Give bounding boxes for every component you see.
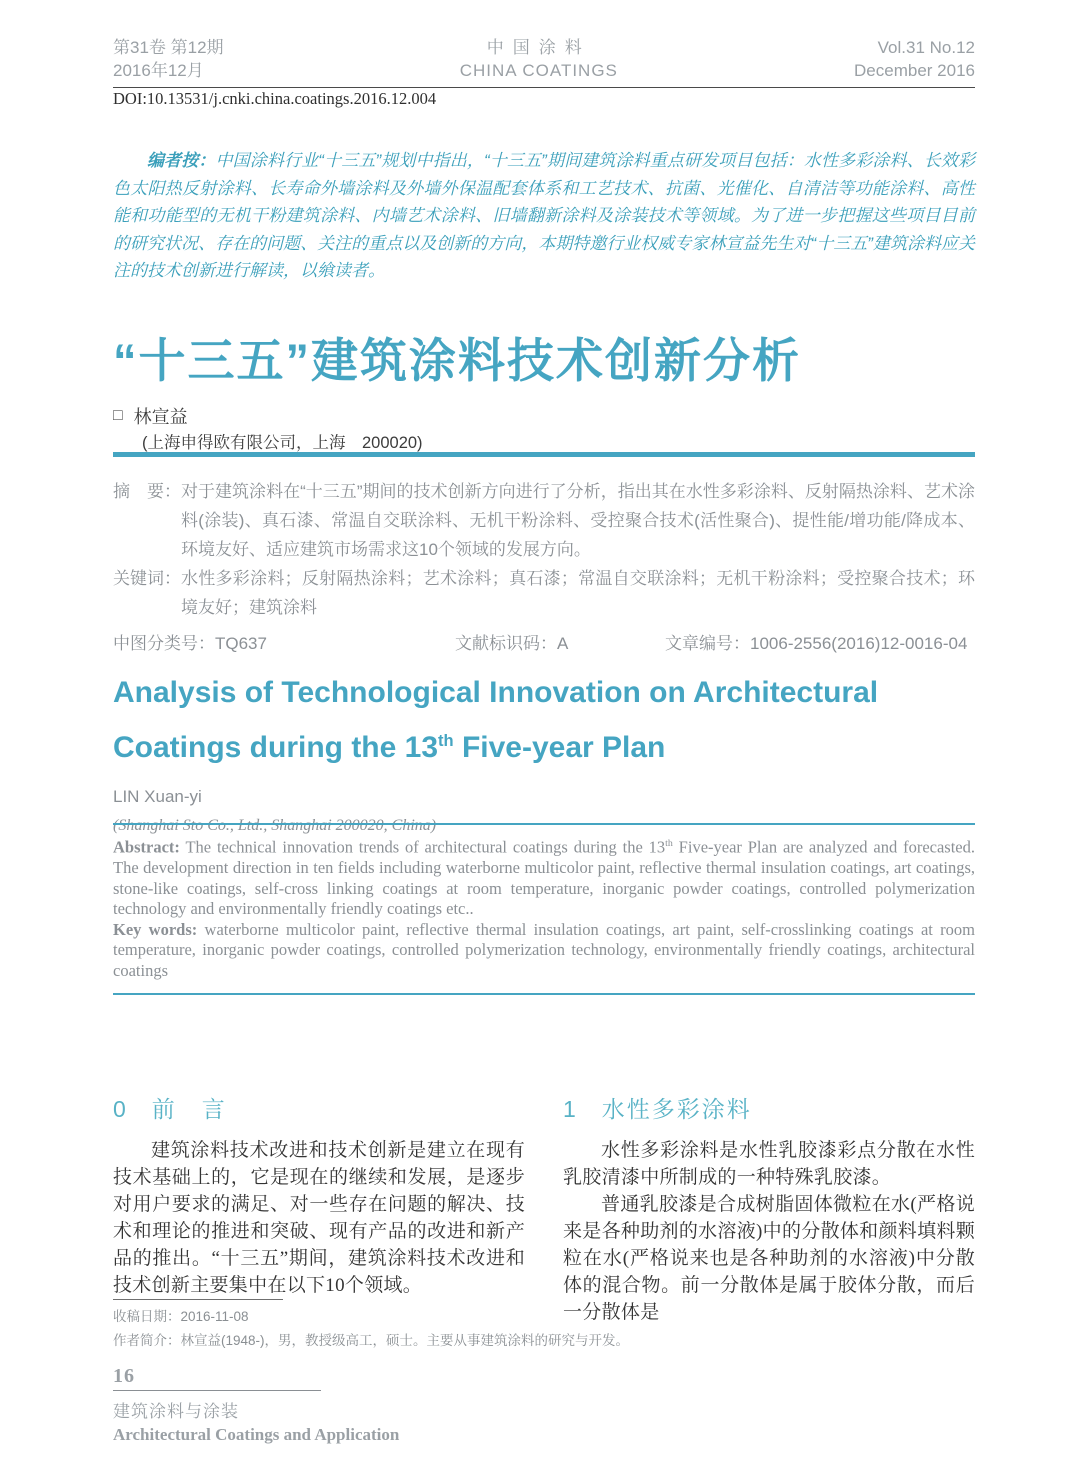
keywords-text: 水性多彩涂料；反射隔热涂料；艺术涂料；真石漆；常温自交联涂料；无机干粉涂料；受控聚合技术；环境友好；建筑涂料 bbox=[181, 569, 975, 617]
section-heading-1 bbox=[563, 1094, 975, 1124]
column-right bbox=[563, 1094, 975, 1326]
date-en: December 2016 bbox=[854, 61, 975, 80]
title-en-part1: Analysis of Technological Innovation on Architectural Coatings during the 13 bbox=[113, 676, 879, 764]
keywords-en-paragraph bbox=[113, 920, 975, 982]
article-title-cn: “十三五”建筑涂料技术创新分析 bbox=[113, 334, 801, 387]
abstract-en-box bbox=[113, 823, 975, 995]
journal-title-en: CHINA COATINGS bbox=[459, 61, 618, 80]
title-en-part2: Five-year Plan bbox=[453, 731, 666, 764]
author-name-cn: 林宣益 bbox=[133, 407, 188, 427]
footnote-block bbox=[113, 1299, 975, 1353]
title-en-superscript: th bbox=[438, 732, 454, 750]
journal-title-cn: 中国涂料 bbox=[486, 38, 591, 57]
abstract-en-part2: Five-year Plan are analyzed and forecasted. The development direction in ten fields including waterborne multicolor paint, reflective thermal insulation coatings, art coatings, stone-like coatings, self-cross linking coatings at room temperature, inorganic powder coatings, controlled polymerization technology and environmentally friendly coatings etc.. bbox=[113, 837, 975, 919]
body-columns bbox=[113, 1094, 975, 1326]
header-right bbox=[854, 36, 975, 82]
keywords-row bbox=[113, 564, 975, 622]
abstract-en-label: Abstract: bbox=[113, 837, 180, 857]
vol-no-en: Vol.31 No.12 bbox=[877, 38, 975, 57]
section-heading-0 bbox=[113, 1094, 525, 1124]
article-id: 文章编号：1006-2556(2016)12-0016-04 bbox=[665, 634, 968, 653]
abstract-label: 摘 要： bbox=[113, 482, 181, 501]
article-title-en bbox=[113, 669, 913, 772]
keywords-en-label: Key words: bbox=[113, 919, 198, 939]
editor-note-text: 中国涂料行业“十三五”规划中指出，“十三五”期间建筑涂料重点研发项目包括：水性多彩涂料、长效彩色太阳热反射涂料、长寿命外墙涂料及外墙外保温配套体系和工艺技术、抗菌、光催化、自清洁等功能涂料、高性能和功能型的无机干粉建筑涂料、内墙艺术涂料、旧墙翻新涂料及涂装技术等领域。为了进一步把握这些项目目前的研究状况、存在的问题、关注的重点以及创新的方向，本期特邀行业权威专家林宣益先生对“十三五”建筑涂料应关注的技术创新进行解读，以飨读者。 bbox=[113, 151, 975, 280]
document-code: 文献标识码：A bbox=[455, 634, 569, 653]
affiliation-en: (Shanghai Sto Co., Ltd., Shanghai 200020, China) bbox=[113, 817, 437, 834]
clc-number: 中图分类号：TQ637 bbox=[113, 634, 267, 653]
section-1-paragraph-2: 普通乳胶漆是合成树脂固体微粒在水(严格说来是各种助剂的水溶液)中的分散体和颜料填料颗粒在水(严格说来也是各种助剂的水溶液)中分散体的混合物。前一分散体是属于胶体分散，而后一分散体是 bbox=[563, 1194, 975, 1323]
header-left bbox=[113, 36, 224, 82]
abstract-en-paragraph bbox=[113, 834, 975, 920]
abstract-en-part1: The technical innovation trends of architectural coatings during the 13 bbox=[179, 837, 666, 857]
editor-note-label: 编者按： bbox=[147, 151, 216, 170]
abstract-en-superscript: th bbox=[665, 838, 673, 849]
header-center bbox=[460, 36, 618, 82]
abstract-row bbox=[113, 477, 975, 564]
volume-issue-cn: 第31卷 第12期 bbox=[113, 38, 224, 57]
received-date: 收稿日期：2016-11-08 bbox=[113, 1309, 249, 1324]
doi-line: DOI:10.13531/j.cnki.china.coatings.2016.12.004 bbox=[113, 89, 437, 108]
section-0-paragraph: 建筑涂料技术改进和技术创新是建立在现有技术基础上的，它是现在的继续和发展，是逐步对用户要求的满足、对一些存在问题的解决、技术和理论的推进和突破、现有产品的改进和新产品的推出。“十三五”期间，建筑涂料技术改进和技术创新主要集中在以下10个领域。 bbox=[113, 1140, 525, 1296]
abstract-text: 对于建筑涂料在“十三五”期间的技术创新方向进行了分析，指出其在水性多彩涂料、反射隔热涂料、艺术涂料(涂装)、真石漆、常温自交联涂料、无机干粉涂料、受控聚合技术(活性聚合)、提性能/增功能/降成本、环境友好、适应建筑市场需求这10个领域的发展方向。 bbox=[181, 482, 975, 559]
journal-header bbox=[113, 36, 975, 88]
column-title-en: Architectural Coatings and Application bbox=[113, 1425, 400, 1444]
footnote-divider bbox=[113, 1299, 283, 1300]
date-cn: 2016年12月 bbox=[113, 61, 204, 80]
keywords-en-text: waterborne multicolor paint, reflective thermal insulation coatings, art paint, self-crosslinking coatings at room temperature, inorganic powder coatings, controlled polymerization technology, environmentally friendly coatings, architectural coatings bbox=[113, 919, 975, 981]
section-0-title: 前 言 bbox=[151, 1096, 227, 1122]
accent-divider-bar bbox=[113, 452, 975, 457]
author-line bbox=[113, 403, 975, 429]
keywords-label: 关键词： bbox=[113, 569, 181, 588]
page-number: 16 bbox=[113, 1365, 135, 1387]
editor-note-paragraph bbox=[113, 147, 975, 285]
author-bio: 作者简介：林宣益(1948-)，男，教授级高工，硕士。主要从事建筑涂料的研究与开发。 bbox=[113, 1333, 630, 1348]
section-1-number: 1 bbox=[563, 1096, 576, 1122]
column-left bbox=[113, 1094, 525, 1326]
column-title-cn: 建筑涂料与涂装 bbox=[113, 1402, 239, 1421]
editor-note bbox=[113, 147, 975, 285]
section-0-number: 0 bbox=[113, 1096, 126, 1122]
author-name-en: LIN Xuan-yi bbox=[113, 787, 202, 806]
page-footer bbox=[113, 1365, 975, 1445]
author-square-icon: □ bbox=[113, 407, 123, 424]
english-head-block bbox=[113, 669, 975, 835]
section-1-paragraph-1: 水性多彩涂料是水性乳胶漆彩点分散在水性乳胶清漆中所制成的一种特殊乳胶漆。 bbox=[563, 1140, 975, 1188]
section-1-title: 水性多彩涂料 bbox=[601, 1096, 752, 1122]
abstract-cn-block bbox=[113, 477, 975, 658]
affiliation-cn: (上海申得欧有限公司，上海 200020) bbox=[142, 434, 423, 452]
footer-divider bbox=[113, 1390, 321, 1391]
classification-row bbox=[113, 629, 975, 658]
